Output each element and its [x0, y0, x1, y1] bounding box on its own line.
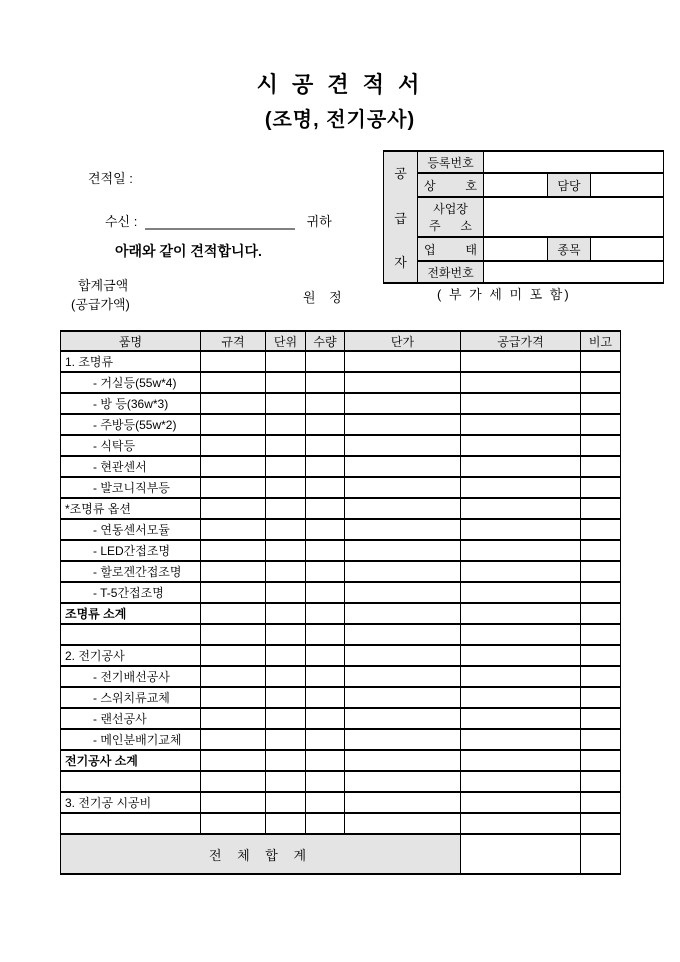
item-note-cell [581, 645, 621, 666]
item-quantity-cell [306, 708, 345, 729]
item-unit-price-cell [345, 792, 461, 813]
item-note-cell [581, 729, 621, 750]
item-note-cell [581, 792, 621, 813]
item-unit-cell [266, 603, 306, 624]
item-quantity-cell [306, 687, 345, 708]
item-row [61, 561, 621, 582]
item-name-cell: - 방 등(36w*3) [61, 393, 201, 414]
item-unit-cell [266, 666, 306, 687]
item-note-cell [581, 372, 621, 393]
item-quantity-cell [306, 582, 345, 603]
item-spec-cell [201, 582, 266, 603]
item-supply-price-cell [461, 645, 581, 666]
item-unit-price-cell [345, 519, 461, 540]
item-row [61, 456, 621, 477]
item-row [61, 498, 621, 519]
manager-value [591, 173, 664, 197]
item-note-cell [581, 708, 621, 729]
item-spec-cell [201, 414, 266, 435]
item-unit-cell [266, 729, 306, 750]
item-supply-price-cell [461, 498, 581, 519]
item-supply-price-cell [461, 666, 581, 687]
supplier-row-company [384, 173, 664, 197]
item-unit-price-cell [345, 603, 461, 624]
item-row [61, 603, 621, 624]
header-item-name: 품명 [61, 331, 201, 351]
item-name-cell: - 식탁등 [61, 435, 201, 456]
item-unit-price-cell [345, 750, 461, 771]
registration-number-value [484, 151, 664, 173]
item-unit-cell [266, 519, 306, 540]
item-supply-price-cell [461, 603, 581, 624]
item-spec-cell [201, 372, 266, 393]
total-amount-sublabel: (공급가액) [71, 297, 130, 312]
phone-number-label: 전화번호 [418, 261, 484, 283]
item-note-cell [581, 750, 621, 771]
item-quantity-cell [306, 750, 345, 771]
item-supply-price-cell [461, 729, 581, 750]
estimate-date-label: 견적일 : [88, 171, 133, 186]
item-unit-cell [266, 750, 306, 771]
item-quantity-cell [306, 729, 345, 750]
business-address-label [418, 197, 484, 237]
item-unit-price-cell [345, 771, 461, 792]
item-supply-price-cell [461, 792, 581, 813]
intro-statement: 아래와 같이 견적합니다. [115, 243, 262, 259]
item-supply-price-cell [461, 519, 581, 540]
item-spec-cell [201, 771, 266, 792]
item-quantity-cell [306, 540, 345, 561]
item-quantity-cell [306, 771, 345, 792]
category-value [591, 237, 664, 261]
item-row [61, 393, 621, 414]
item-unit-cell [266, 561, 306, 582]
header-supply-price: 공급가격 [461, 331, 581, 351]
item-supply-price-cell [461, 372, 581, 393]
items-table [60, 330, 621, 875]
item-unit-cell [266, 813, 306, 834]
won-label: 원 정 [303, 290, 347, 305]
item-row [61, 645, 621, 666]
item-unit-price-cell [345, 393, 461, 414]
item-unit-cell [266, 498, 306, 519]
item-unit-price-cell [345, 666, 461, 687]
item-spec-cell [201, 477, 266, 498]
item-supply-price-cell [461, 708, 581, 729]
item-name-cell: - 발코니직부등 [61, 477, 201, 498]
recipient-fill-line [145, 215, 295, 230]
item-note-cell [581, 561, 621, 582]
item-unit-price-cell [345, 372, 461, 393]
item-unit-price-cell [345, 435, 461, 456]
item-spec-cell [201, 666, 266, 687]
item-unit-cell [266, 540, 306, 561]
item-name-cell: - 주방등(55w*2) [61, 414, 201, 435]
header-spec: 규격 [201, 331, 266, 351]
item-quantity-cell [306, 813, 345, 834]
item-unit-price-cell [345, 351, 461, 372]
item-quantity-cell [306, 561, 345, 582]
item-name-cell: 3. 전기공 시공비 [61, 792, 201, 813]
item-note-cell [581, 435, 621, 456]
item-name-cell: 조명류 소계 [61, 603, 201, 624]
item-spec-cell [201, 435, 266, 456]
items-body [61, 351, 621, 834]
item-unit-price-cell [345, 624, 461, 645]
item-supply-price-cell [461, 624, 581, 645]
item-note-cell [581, 351, 621, 372]
item-supply-price-cell [461, 477, 581, 498]
item-unit-cell [266, 687, 306, 708]
company-name-value [484, 173, 548, 197]
supplier-side-char: 급 [394, 210, 407, 226]
item-unit-price-cell [345, 477, 461, 498]
item-note-cell [581, 624, 621, 645]
item-spec-cell [201, 645, 266, 666]
item-spec-cell [201, 351, 266, 372]
item-supply-price-cell [461, 414, 581, 435]
item-supply-price-cell [461, 771, 581, 792]
item-note-cell [581, 582, 621, 603]
item-unit-cell [266, 477, 306, 498]
item-unit-cell [266, 393, 306, 414]
item-row [61, 687, 621, 708]
manager-label: 담당 [548, 173, 591, 197]
item-name-cell: - 랜선공사 [61, 708, 201, 729]
item-name-cell: 1. 조명류 [61, 351, 201, 372]
item-supply-price-cell [461, 750, 581, 771]
grand-total-note-cell [581, 834, 621, 874]
item-unit-cell [266, 414, 306, 435]
supplier-side-label [384, 151, 418, 283]
item-unit-price-cell [345, 456, 461, 477]
item-quantity-cell [306, 519, 345, 540]
item-unit-price-cell [345, 813, 461, 834]
item-quantity-cell [306, 498, 345, 519]
item-quantity-cell [306, 414, 345, 435]
header-unit: 단위 [266, 331, 306, 351]
item-note-cell [581, 414, 621, 435]
item-row [61, 708, 621, 729]
item-note-cell [581, 393, 621, 414]
item-note-cell [581, 813, 621, 834]
item-name-cell: - T-5간접조명 [61, 582, 201, 603]
item-name-cell: - 스위치류교체 [61, 687, 201, 708]
item-quantity-cell [306, 372, 345, 393]
item-spec-cell [201, 813, 266, 834]
item-name-cell: - 거실등(55w*4) [61, 372, 201, 393]
item-note-cell [581, 519, 621, 540]
item-spec-cell [201, 729, 266, 750]
item-unit-cell [266, 435, 306, 456]
item-quantity-cell [306, 393, 345, 414]
item-row [61, 540, 621, 561]
item-name-cell: - LED간접조명 [61, 540, 201, 561]
item-spec-cell [201, 750, 266, 771]
item-unit-price-cell [345, 729, 461, 750]
item-spec-cell [201, 792, 266, 813]
category-label: 종목 [548, 237, 591, 261]
item-spec-cell [201, 624, 266, 645]
item-spec-cell [201, 393, 266, 414]
item-note-cell [581, 771, 621, 792]
item-spec-cell [201, 456, 266, 477]
grand-total-label-cell: 전 체 합 계 [61, 834, 461, 874]
item-unit-cell [266, 771, 306, 792]
item-row [61, 414, 621, 435]
item-row [61, 372, 621, 393]
item-unit-cell [266, 645, 306, 666]
item-supply-price-cell [461, 435, 581, 456]
item-spec-cell [201, 561, 266, 582]
item-supply-price-cell [461, 813, 581, 834]
item-name-cell [61, 624, 201, 645]
business-type-label: 업 태 [418, 237, 484, 261]
supplier-row-registration [384, 151, 664, 173]
vat-note: ( 부 가 세 미 포 함) [437, 287, 571, 302]
item-quantity-cell [306, 603, 345, 624]
item-note-cell [581, 603, 621, 624]
item-quantity-cell [306, 477, 345, 498]
total-amount-block [71, 276, 130, 314]
item-quantity-cell [306, 666, 345, 687]
item-row [61, 519, 621, 540]
supplier-row-business-type [384, 237, 664, 261]
supplier-side-char: 공 [394, 166, 407, 181]
item-note-cell [581, 456, 621, 477]
item-supply-price-cell [461, 687, 581, 708]
phone-number-value [484, 261, 664, 283]
item-row [61, 582, 621, 603]
document-subtitle: (조명, 전기공사) [264, 109, 416, 131]
total-amount-label: 합계금액 [78, 278, 129, 293]
item-supply-price-cell [461, 582, 581, 603]
item-name-cell: - 현관센서 [61, 456, 201, 477]
item-row [61, 666, 621, 687]
item-row [61, 624, 621, 645]
item-unit-cell [266, 351, 306, 372]
recipient-suffix: 귀하 [306, 214, 332, 229]
recipient-label: 수신 : [105, 214, 138, 229]
item-unit-cell [266, 624, 306, 645]
item-unit-cell [266, 582, 306, 603]
item-spec-cell [201, 540, 266, 561]
item-unit-price-cell [345, 687, 461, 708]
item-name-cell [61, 771, 201, 792]
grand-total-value-cell [461, 834, 581, 874]
item-name-cell: *조명류 옵션 [61, 498, 201, 519]
item-name-cell: 전기공사 소계 [61, 750, 201, 771]
item-unit-cell [266, 456, 306, 477]
address-label-line2: 주 소 [429, 219, 472, 233]
item-unit-price-cell [345, 645, 461, 666]
address-label-line1: 사업장 [433, 202, 468, 216]
items-header-row [61, 331, 621, 351]
grand-total-row [61, 834, 621, 874]
item-supply-price-cell [461, 456, 581, 477]
item-spec-cell [201, 498, 266, 519]
supplier-side-char: 자 [394, 255, 407, 270]
item-unit-price-cell [345, 582, 461, 603]
item-note-cell [581, 687, 621, 708]
item-quantity-cell [306, 456, 345, 477]
item-note-cell [581, 540, 621, 561]
item-unit-price-cell [345, 498, 461, 519]
item-name-cell: 2. 전기공사 [61, 645, 201, 666]
item-row [61, 813, 621, 834]
item-row [61, 351, 621, 372]
supplier-row-phone [384, 261, 664, 283]
item-quantity-cell [306, 351, 345, 372]
item-unit-price-cell [345, 561, 461, 582]
item-unit-price-cell [345, 540, 461, 561]
item-unit-cell [266, 792, 306, 813]
item-row [61, 771, 621, 792]
item-row [61, 477, 621, 498]
item-supply-price-cell [461, 351, 581, 372]
header-note: 비고 [581, 331, 621, 351]
item-note-cell [581, 498, 621, 519]
item-unit-cell [266, 708, 306, 729]
item-quantity-cell [306, 435, 345, 456]
item-spec-cell [201, 687, 266, 708]
item-unit-price-cell [345, 414, 461, 435]
business-address-value [484, 197, 664, 237]
item-name-cell: - 연동센서모듈 [61, 519, 201, 540]
item-spec-cell [201, 708, 266, 729]
header-quantity: 수량 [306, 331, 345, 351]
item-supply-price-cell [461, 540, 581, 561]
item-quantity-cell [306, 624, 345, 645]
recipient-row [105, 211, 332, 230]
item-quantity-cell [306, 792, 345, 813]
supplier-info-table [383, 150, 664, 284]
item-spec-cell [201, 519, 266, 540]
business-type-value [484, 237, 548, 261]
item-supply-price-cell [461, 561, 581, 582]
item-row [61, 750, 621, 771]
item-quantity-cell [306, 645, 345, 666]
item-row [61, 729, 621, 750]
item-unit-cell [266, 372, 306, 393]
supplier-row-address [384, 197, 664, 237]
item-supply-price-cell [461, 393, 581, 414]
item-name-cell: - 전기배선공사 [61, 666, 201, 687]
document-title: 시 공 견 적 서 [256, 72, 424, 97]
company-name-label: 상 호 [418, 173, 484, 197]
item-name-cell: - 할로겐간접조명 [61, 561, 201, 582]
item-row [61, 792, 621, 813]
item-note-cell [581, 666, 621, 687]
item-name-cell [61, 813, 201, 834]
item-note-cell [581, 477, 621, 498]
item-name-cell: - 메인분배기교체 [61, 729, 201, 750]
header-unit-price: 단가 [345, 331, 461, 351]
registration-number-label: 등록번호 [418, 151, 484, 173]
item-spec-cell [201, 603, 266, 624]
item-unit-price-cell [345, 708, 461, 729]
item-row [61, 435, 621, 456]
